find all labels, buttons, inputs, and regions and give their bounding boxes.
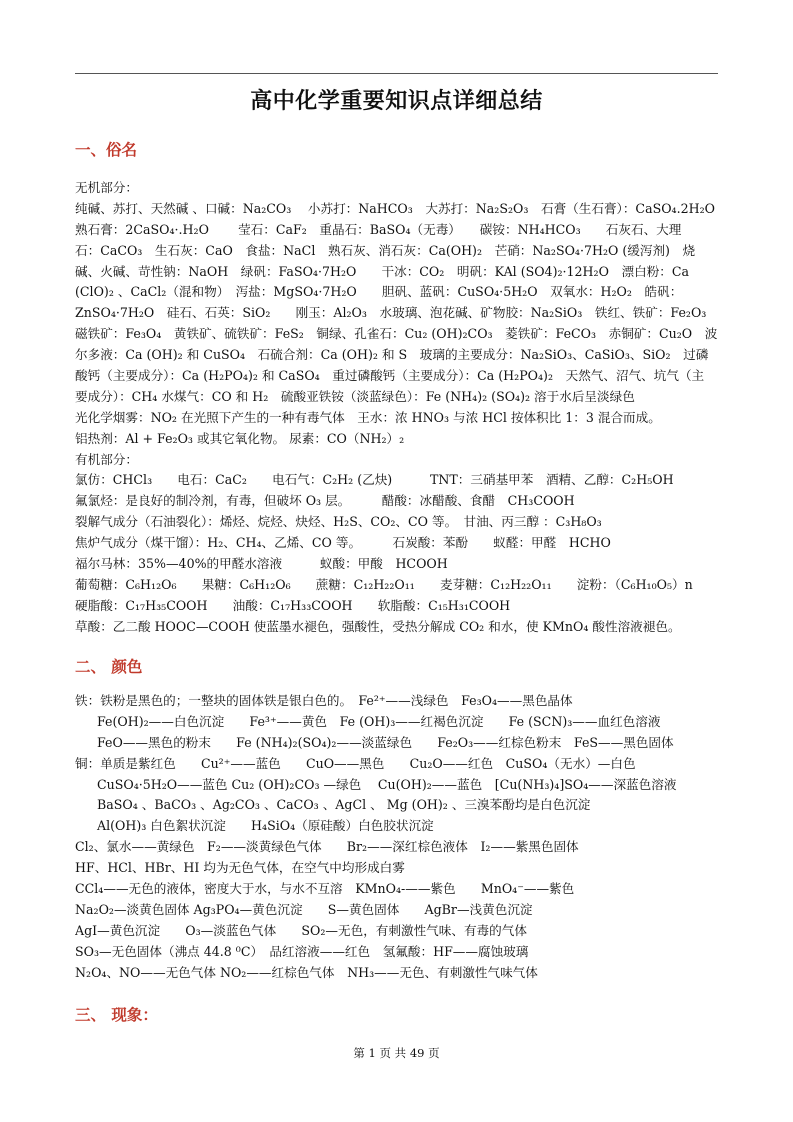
- section-body-names: [75, 178, 725, 638]
- text-line: 无机部分：: [75, 180, 138, 195]
- text-line: 铝热剂：Al + Fe₂O₃ 或其它氧化物。 尿素：CO（NH₂）₂: [75, 430, 405, 446]
- section-heading-names: 一、俗名: [75, 140, 138, 159]
- text-line: 铁：铁粉是黑色的；一整块的固体铁是银白色的。 Fe²⁺——浅绿色 Fe₃O₄——黑色晶体: [75, 693, 573, 708]
- text-line: 裂解气成分（石油裂化）：烯烃、烷烃、炔烃、H₂S、CO₂、CO 等。 甘油、丙三醇 ：C₃H₈O₃: [75, 514, 602, 530]
- top-rule: [75, 73, 718, 74]
- section-heading-phenomena: 三、 现象：: [75, 1005, 158, 1024]
- text-line: 葡萄糖：C₆H₁₂O₆ 果糖：C₆H₁₂O₆ 蔗糖：C₁₂H₂₂O₁₁ 麦芽糖：C₁₂H₂₂O₁₁ 淀粉：（C₆H₁₀O₅）n: [75, 576, 693, 592]
- text-line: 熟石膏：2CaSO₄·.H₂O 莹石：CaF₂ 重晶石：BaSO₄（无毒） 碳铵：NH₄HCO₃ 石灰石、大理: [75, 221, 682, 237]
- page-footer: 第 1 页 共 49 页: [353, 1046, 440, 1060]
- text-line: 磁铁矿：Fe₃O₄ 黄铁矿、硫铁矿：FeS₂ 铜绿、孔雀石：Cu₂ (OH)₂CO₃ 菱铁矿：FeCO₃ 赤铜矿：Cu₂O 波: [75, 326, 718, 342]
- text-line: Fe(OH)₂——白色沉淀 Fe³⁺——黄色 Fe (OH)₃——红褐色沉淀 Fe (SCN)₃——血红色溶液: [97, 713, 661, 729]
- text-line: 氟氯烃：是良好的制冷剂，有毒，但破坏 O₃ 层。 醋酸：冰醋酸、食醋 CH₃COOH: [75, 493, 575, 509]
- text-line: 尔多液：Ca (OH)₂ 和 CuSO₄ 石硫合剂：Ca (OH)₂ 和 S 玻璃的主要成分：Na₂SiO₃、CaSiO₃、SiO₂ 过磷: [75, 347, 709, 363]
- text-line: 福尔马林：35%—40%的甲醛水溶液 蚁酸：甲酸 HCOOH: [75, 556, 448, 572]
- text-line: AgI—黄色沉淀 O₃—淡蓝色气体 SO₂—无色，有刺激性气味、有毒的气体: [75, 922, 527, 938]
- text-line: BaSO₄ 、BaCO₃ 、Ag₂CO₃ 、CaCO₃ 、AgCl 、 Mg (OH)₂ 、三溴苯酚均是白色沉淀: [97, 797, 591, 813]
- text-line: 氯仿：CHCl₃ 电石：CaC₂ 电石气：C₂H₂ (乙炔) TNT：三硝基甲苯 酒精、乙醇：C₂H₅OH: [75, 472, 674, 488]
- page-title: 高中化学重要知识点详细总结: [250, 88, 543, 114]
- section-body-colors: [75, 691, 725, 983]
- text-line: 焦炉气成分（煤干馏）：H₂、CH₄、乙烯、CO 等。 石炭酸：苯酚 蚁醛：甲醛 HCHO: [75, 535, 611, 551]
- text-line: CuSO₄·5H₂O——蓝色 Cu₂ (OH)₂CO₃ —绿色 Cu(OH)₂——蓝色 [Cu(NH₃)₄]SO₄——深蓝色溶液: [97, 776, 677, 792]
- text-line: 酸钙（主要成分）：Ca (H₂PO₄)₂ 和 CaSO₄ 重过磷酸钙（主要成分）：Ca (H₂PO₄)₂ 天然气、沼气、坑气（主: [75, 368, 705, 384]
- text-line: 光化学烟雾：NO₂ 在光照下产生的一种有毒气体 王水：浓 HNO₃ 与浓 HCl 按体积比 1：3 混合而成。: [75, 409, 661, 425]
- text-line: CCl₄——无色的液体，密度大于水，与水不互溶 KMnO₄-——紫色 MnO₄⁻——紫色: [75, 881, 575, 897]
- text-line: 铜：单质是紫红色 Cu²⁺——蓝色 CuO——黑色 Cu₂O——红色 CuSO₄（无水）—白色: [75, 755, 636, 771]
- text-line: 草酸：乙二酸 HOOC—COOH 使蓝墨水褪色，强酸性，受热分解成 CO₂ 和水，使 KMnO₄ 酸性溶液褪色。: [75, 618, 681, 634]
- text-line: 有机部分：: [75, 451, 138, 467]
- section-heading-colors: 二、 颜色: [75, 657, 143, 676]
- text-line: 要成分）：CH₄ 水煤气：CO 和 H₂ 硫酸亚铁铵（淡蓝绿色）：Fe (NH₄)₂ (SO₄)₂ 溶于水后呈淡绿色: [75, 388, 635, 404]
- text-line: 纯碱、苏打、天然碱 、口碱：Na₂CO₃ 小苏打：NaHCO₃ 大苏打：Na₂S₂O₃ 石膏（生石膏）：CaSO₄.2H₂O: [75, 200, 715, 216]
- text-line: (ClO)₂ 、CaCl₂（混和物） 泻盐：MgSO₄·7H₂O 胆矾、蓝矾：CuSO₄·5H₂O 双氧水：H₂O₂ 皓矾：: [75, 284, 683, 300]
- text-line: 硬脂酸：C₁₇H₃₅COOH 油酸：C₁₇H₃₃COOH 软脂酸：C₁₅H₃₁COOH: [75, 597, 511, 613]
- text-line: Na₂O₂—淡黄色固体 Ag₃PO₄—黄色沉淀 S—黄色固体 AgBr—浅黄色沉淀: [75, 901, 533, 917]
- text-line: ZnSO₄·7H₂O 硅石、石英：SiO₂ 刚玉：Al₂O₃ 水玻璃、泡花碱、矿物胶：Na₂SiO₃ 铁红、铁矿：Fe₂O₃: [75, 305, 707, 321]
- text-line: Al(OH)₃ 白色絮状沉淀 H₄SiO₄（原硅酸）白色胶状沉淀: [97, 818, 434, 834]
- text-line: HF、HCl、HBr、HI 均为无色气体，在空气中均形成白雾: [75, 860, 405, 876]
- text-line: Cl₂、氯水——黄绿色 F₂——淡黄绿色气体 Br₂——深红棕色液体 I₂——紫黑色固体: [75, 839, 579, 855]
- text-line: 碱、火碱、苛性钠：NaOH 绿矾：FaSO₄·7H₂O 干冰：CO₂ 明矾：KAl (SO4)₂·12H₂O 漂白粉：Ca: [75, 263, 690, 279]
- text-line: N₂O₄、NO——无色气体 NO₂——红棕色气体 NH₃——无色、有刺激性气味气体: [75, 964, 538, 980]
- text-line: FeO——黑色的粉末 Fe (NH₄)₂(SO₄)₂——淡蓝绿色 Fe₂O₃——红棕色粉末 FeS——黑色固体: [97, 734, 674, 750]
- text-line: 石：CaCO₃ 生石灰：CaO 食盐：NaCl 熟石灰、消石灰：Ca(OH)₂ 芒硝：Na₂SO₄·7H₂O (缓泻剂) 烧: [75, 242, 696, 258]
- text-line: SO₃—无色固体（沸点 44.8 ⁰C） 品红溶液——红色 氢氟酸：HF——腐蚀玻璃: [75, 943, 529, 959]
